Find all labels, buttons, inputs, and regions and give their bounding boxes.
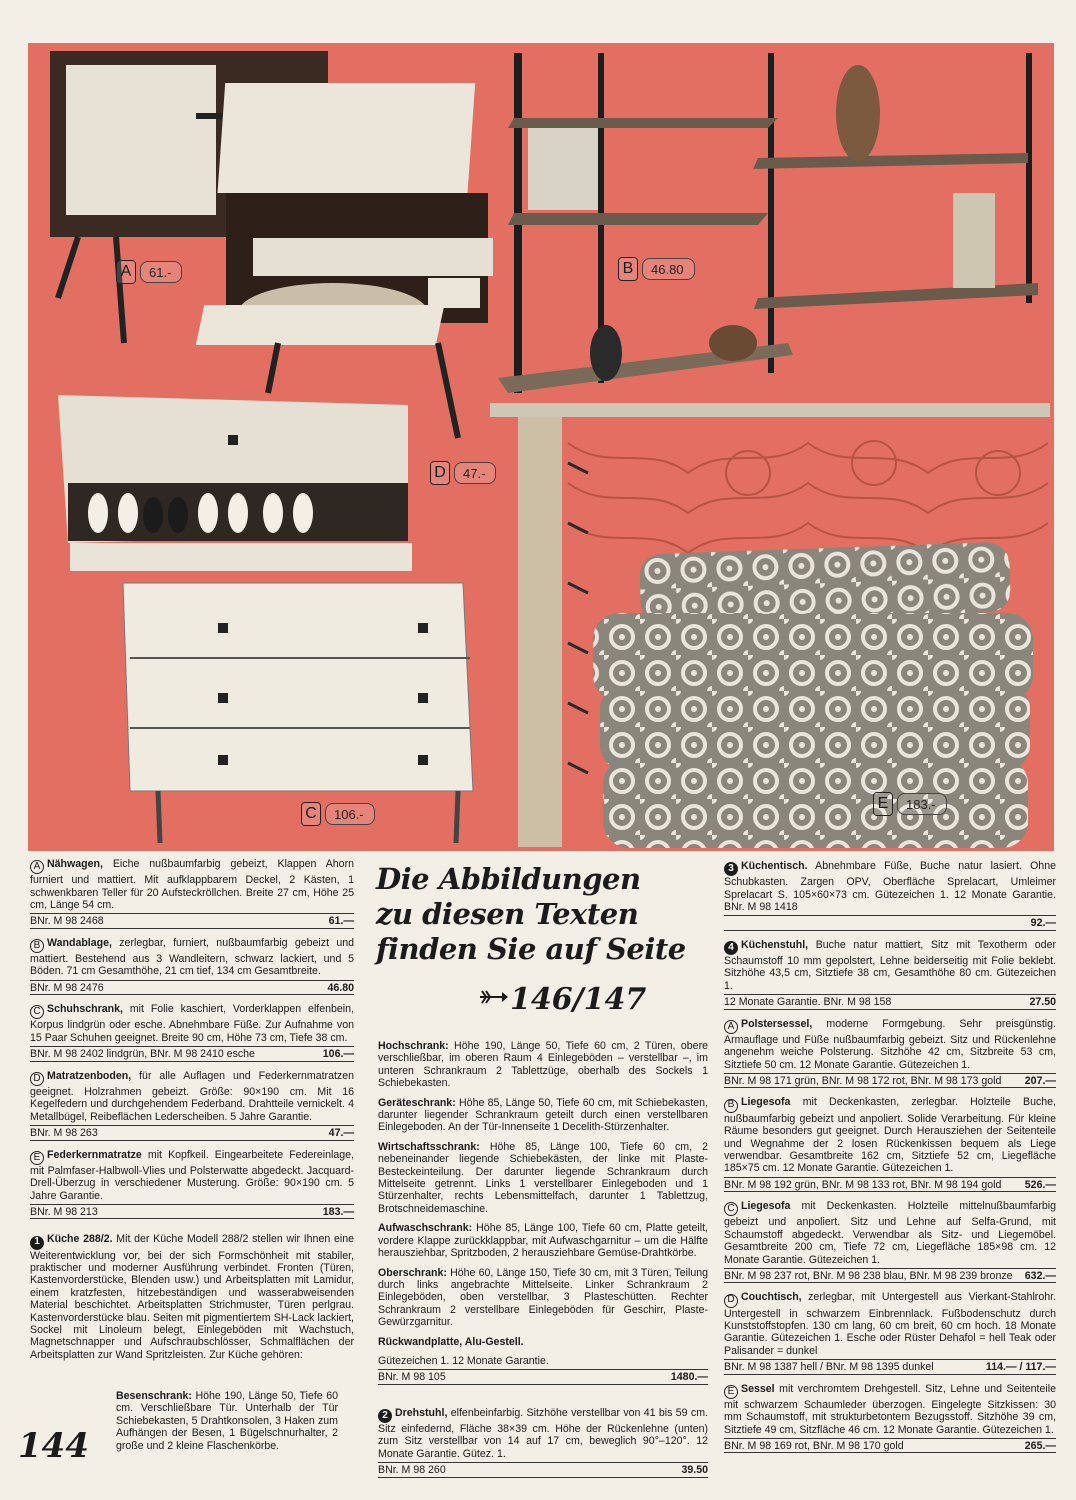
sewing-cabinet-image — [50, 51, 493, 438]
order-price: 92.— — [1030, 917, 1056, 930]
entry-title: Besenschrank: — [116, 1390, 192, 1402]
order-line — [724, 994, 1056, 1009]
entry-text: zerlegbar, furniert, nußbaumfarbig gebeizt und mattiert. Bestehend aus 3 Wandleitern, schwarz lackiert, und 5 Böden. 71 cm Gesamthöhe, 21 cm tief, 134 cm Gesamtbreite. — [30, 936, 354, 978]
order-price: 183.— — [322, 1205, 354, 1218]
order-number: BNr. M 98 171 grün, BNr. M 98 172 rot, BNr. M 98 173 gold — [724, 1075, 1002, 1088]
entry-text: mit verchromtem Drehgestell. Sitz, Lehne und Seitenteile mit schwarzem Schaumleder überzogen. Eingelegte Sitzkissen: 30 mm Schaumstoff, mit strukturbetontem Bezugsstoff. Sitzhöhe 39 cm, Sitztiefe 49 cm, Sitzfläche 46 cm. 12 Monate Garantie. Gütezeichen 1. — [724, 1382, 1056, 1436]
letter-badge: D — [30, 1072, 44, 1086]
entry-title: Polstersessel, — [741, 1017, 813, 1030]
price-tag-b — [618, 257, 695, 281]
entry-text: Mit der Küche Modell 288/2 stellen wir Ihnen eine Weiterentwicklung vor, bei der sich Formschönheit mit stabiler, praktischer und moderner Ausführung verbindet. Fronten (Türen, Kastenvorderstücke, Blenden usw.) und Arbeitsplatten mit Lamidur, einem kratzfesten, hitzebeständigen und wasserabweisenden Material beschichtet. Arbeitsplatten Strichmuster, Türen perlgrau. Kastenvorderstücke blau. Seiten mit pigmentiertem SH-Lack lackiert, Sockel mit Linoleum belegt, Einlegeböden mit Wachstuch, Magnetschnapper und Aufschraubschlösser, Schmalflächen der Arbeitsplatten zur Wand Spritzleisten. Zur Küche gehören: — [30, 1233, 354, 1361]
entry-text: Höhe 60, Länge 150, Tiefe 30 cm, mit 3 Türen, Teilung durch links angebrachte Mittelseite. Linker Schrankraum 2 Einlegeböden, oben verstellbar, 3 Plasteschütten. Rechter Schrankraum 2 verstellbare Einlegeböden für Geschirr, Plaste-Gewürzgarnitur. — [378, 1266, 708, 1329]
entry-text: mit Deckenkasten, zerlegbar. Holzteile Buche, nußbaumfarbig gebeizt und anpoliert. Solide Verarbeitung. Für kleine Räume besonders gut geeignet. Durch Herausziehen der Seitenteile und Wegnahme der 2 losen Rückenkissen bequem als Liege verwendbar. Gesamtbreite 162 cm, Sitztiefe 52 cm, Liegefläche 185×75 cm. 12 Monate Garantie. Gütezeichen 1. — [724, 1096, 1056, 1175]
order-price: 207.— — [1024, 1075, 1056, 1088]
entry-title: Couchtisch, — [741, 1291, 802, 1304]
tag-letter: B — [618, 257, 638, 281]
order-price: 39.50 — [681, 1464, 708, 1477]
entry-text: für alle Auflagen und Federkernmatratzen geeignet. Holzrahmen gebeizt. Größe: 90×190 cm. Mit 16 Kegelfedern und durchgehendem Federband. Drahtteile vernickelt. 4 Metallbügel, Reibeflächen Lederscheiben. 5 Jahre Garantie. — [30, 1069, 354, 1123]
tag-letter: E — [873, 792, 893, 816]
letter-badge: B — [724, 1099, 738, 1113]
order-line — [30, 1125, 354, 1140]
headline — [376, 862, 706, 967]
order-price: 47.— — [328, 1127, 354, 1140]
order-line — [30, 913, 354, 928]
entry-federkernmatratze — [30, 1149, 354, 1220]
order-number: BNr. M 98 105 — [378, 1371, 446, 1384]
order-number: BNr. M 98 213 — [30, 1205, 98, 1218]
order-number: BNr. M 98 260 — [378, 1464, 446, 1477]
order-price: 114.— / 117.— — [985, 1361, 1056, 1374]
entry-text: Eiche nußbaumfarbig gebeizt, Klappen Ahorn furniert und mattiert. Mit aufklappbarem Deckel, 2 Kästen, 1 schwenkbaren Teller für 20 Aufsteckröllchen. Breite 27 cm, Höhe 25 cm, Länge 54 cm. — [30, 858, 354, 912]
guarantee-note: Gütezeichen 1. 12 Monate Garantie. — [378, 1354, 549, 1367]
number-badge: 1 — [30, 1236, 44, 1250]
entry-title: Hochschrank: — [378, 1040, 449, 1052]
order-price: 27.50 — [1029, 996, 1056, 1009]
price-tag-c — [301, 802, 375, 826]
order-number: BNr. M 98 192 grün, BNr. M 98 133 rot, BNr. M 98 194 gold — [724, 1178, 1002, 1191]
tag-price: 46.80 — [642, 258, 695, 280]
page-reference: 146/147 — [510, 982, 647, 1017]
order-price: 46.80 — [327, 981, 354, 994]
entry-title: Schuhschrank, — [47, 1003, 123, 1016]
order-line — [30, 980, 354, 995]
entry-text: mit Deckenkasten. Holzteile mittelnußbaumfarbig gebeizt und anpoliert. Sitz und Lehne auf Selfa-Grund, mit Schaumstoff abgedeckt. Verwendbar als Sitz- und Liegemöbel. Gesamtbreite 200 cm, Tiefe 72 cm, Liegefläche 185×98 cm. 12 Monate Garantie. Gütezeichen 1. — [724, 1200, 1056, 1266]
paragraph-geraeteschrank — [378, 1097, 708, 1134]
order-line — [724, 915, 1056, 930]
order-number: BNr. M 98 2402 lindgrün, BNr. M 98 2410 esche — [30, 1048, 255, 1061]
tag-price: 183.- — [897, 793, 947, 815]
entry-title: Matratzenboden, — [47, 1069, 132, 1082]
paragraph-oberschrank — [378, 1267, 708, 1329]
right-column — [724, 860, 1056, 1461]
order-number: BNr. M 98 263 — [30, 1127, 98, 1140]
order-number: BNr. M 98 237 rot, BNr. M 98 238 blau, BNr. M 98 239 bronze — [724, 1269, 1013, 1282]
tag-price: 61.- — [140, 261, 182, 283]
entry-besenschrank — [116, 1390, 338, 1452]
wall-shelf-image — [498, 53, 1038, 393]
entry-sessel — [724, 1383, 1056, 1454]
entry-polstersessel — [724, 1018, 1056, 1089]
mattress-stack-image — [593, 542, 1033, 848]
order-price: 106.— — [322, 1048, 354, 1061]
order-line — [724, 1268, 1056, 1283]
entry-title: Liegesofa — [741, 1096, 791, 1109]
entry-text: zerlegbar, mit Untergestell aus Vierkant-Stahlrohr. Untergestell in schwarzem Einbrennlack. Fußbodenschutz durch Kunststoffstopfen. 130 cm lang, 60 cm breit, 60 cm hoch. 18 Monate Garantie. Gütezeichen 1. Esche oder Rüster Dehafol = hell Teak oder Palisander = dunkel — [724, 1291, 1056, 1357]
entry-text: Höhe 190, Länge 50, Tiefe 60 cm, 2 Türen, obere verschließbar, im oberen Raum 4 Einlegeböden – verstellbar –, im unteren Schrankraum 2 Tablettzüge, oberhalb des Sockels 1 Schiebekasten. — [378, 1040, 708, 1090]
entry-title: Rückwandplatte, Alu-Gestell. — [378, 1335, 524, 1348]
paragraph-aufwaschschrank — [378, 1222, 708, 1259]
entry-drehstuhl — [378, 1407, 708, 1478]
tag-letter: C — [301, 802, 321, 826]
order-number: 12 Monate Garantie. BNr. M 98 158 — [724, 996, 892, 1009]
left-column — [30, 858, 354, 1369]
price-tag-a — [116, 260, 182, 284]
order-line — [724, 1438, 1056, 1453]
number-badge: 3 — [724, 862, 738, 876]
tag-letter: D — [430, 461, 450, 485]
entry-text: Abnehmbare Füße, Buche natur lasiert. Ohne Schubkasten. Zargen OPV, Oberfläche Sprelacart, Umleimer Sprelacart S. 105×60×73 cm. Gütezeichen 1. 12 Monate Garantie. BNr. M 98 1418 — [724, 860, 1056, 914]
tag-price: 106.- — [325, 803, 375, 825]
order-line — [724, 1073, 1056, 1088]
price-tag-e — [873, 792, 947, 816]
headline-line: finden Sie auf Seite — [376, 932, 686, 966]
letter-badge: E — [724, 1385, 738, 1399]
entry-text: mit Kopfkeil. Eingearbeitete Federeinlage, mit Palmfaser-Halbwoll-Vlies und Polsterwatte abgedeckt. Jacquard-Drell-Überzug in verschiedener Musterung. Größe: 90×190 cm. 5 Jahre Garantie. — [30, 1148, 354, 1202]
page-number: 144 — [18, 1426, 89, 1466]
middle-column — [378, 1040, 708, 1486]
entry-text: Höhe 85, Länge 100, Tiefe 60 cm, Platte geteilt, vordere Klappe zurückklappbar, mit Aufwaschgarnitur – um die Hälfte herausziehbar, Spritzboden, 2 herausziehbare Gemüse-Drahtkörbe. — [378, 1222, 708, 1260]
order-line — [378, 1462, 708, 1477]
entry-title: Federkernmatratze — [47, 1148, 142, 1161]
order-number: BNr. M 98 2468 — [30, 915, 104, 928]
entry-text: Buche natur mattiert, Sitz mit Texotherm oder Schaumstoff 10 mm gepolstert, Lehne beiderseitig mit Folie beklebt. Sitzhöhe 43,5 cm, Sitztiefe 38 cm, Gesamthöhe 80 cm. Gütezeichen 1. — [724, 938, 1056, 992]
entry-title: Sessel — [741, 1382, 775, 1395]
entry-text: mit Folie kaschiert, Vorderklappen elfenbein, Korpus lindgrün oder esche. Abnehmbare Füße. Zur Aufnahme von 15 Paar Schuhen geeignet. Breite 90 cm, Höhe 73 cm, Tiefe 38 cm. — [30, 1003, 354, 1044]
entry-title: Küche 288/2. — [47, 1233, 113, 1246]
entry-title: Nähwagen, — [47, 858, 103, 870]
order-number: BNr. M 98 169 rot, BNr. M 98 170 gold — [724, 1440, 904, 1453]
order-price: 632.— — [1024, 1269, 1056, 1282]
arrow-right-icon — [480, 988, 508, 1006]
letter-badge: A — [30, 860, 44, 874]
order-price: 526.— — [1024, 1178, 1056, 1191]
entry-text: Höhe 85, Länge 100, Tiefe 60 cm, 2 nebeneinander liegende Schiebekästen, der linke mit Plaste-Besteckeinteilung. Der darunter liegende Schrankraum durch Mittelseite getrennt. Links 1 verstellbarer Einlegeboden und 1 Stürzenhalter, rechts Lebensmittelfach, darunter 1 Tablettzug, Brotschneidemaschine. — [378, 1140, 708, 1215]
order-line — [30, 1204, 354, 1219]
order-line — [724, 1177, 1056, 1192]
entry-text: elfenbeinfarbig. Sitzhöhe verstellbar von 41 bis 59 cm. Sitz einfedernd, Fläche 38×39 cm. Höhe der Rückenlehne (unten) zum Sitz verstellbar von 14 auf 17 cm, beweglich 90°–120°. 12 Monate Garantie. Gütez. 1. — [378, 1406, 708, 1460]
product-photo-panel — [28, 43, 1054, 851]
entry-kuechenstuhl — [724, 939, 1056, 1010]
entry-text: Höhe 190, Länge 50, Tiefe 60 cm. Verschließbare Tür. Unterhalb der Tür Schiebekasten, 5 Drahtkonsolen, 3 Haken zum Aufhängen der Besen, 1 Bügelschnurhalter, 2 große und 2 kleine Flaschenkörbe. — [116, 1390, 338, 1452]
order-price: 265.— — [1024, 1440, 1056, 1453]
order-number: BNr. M 98 2476 — [30, 981, 104, 994]
number-badge: 4 — [724, 941, 738, 955]
entry-matratzenboden — [30, 1070, 354, 1141]
entry-wandablage — [30, 937, 354, 995]
letter-badge: C — [30, 1005, 44, 1019]
order-price: 1480.— — [670, 1371, 708, 1384]
entry-title: Drehstuhl, — [395, 1406, 448, 1419]
order-line — [378, 1369, 708, 1384]
price-tag-d — [430, 461, 496, 485]
letter-badge: A — [724, 1020, 738, 1034]
paragraph-wirtschaftsschrank — [378, 1141, 708, 1215]
entry-title: Oberschrank: — [378, 1266, 447, 1279]
order-price: 61.— — [328, 915, 354, 928]
entry-title: Küchentisch. — [741, 860, 808, 872]
entry-title: Wirtschaftsschrank: — [378, 1140, 480, 1153]
entry-title: Aufwaschschrank: — [378, 1222, 473, 1235]
order-line — [30, 1046, 354, 1061]
shoe-cabinet-image — [58, 395, 412, 571]
entry-liegesofa-c — [724, 1200, 1056, 1283]
chest-of-drawers-image — [123, 583, 473, 843]
letter-badge: C — [724, 1202, 738, 1216]
entry-naehwagen — [30, 858, 354, 929]
entry-schuhschrank — [30, 1003, 354, 1061]
paragraph-hochschrank — [378, 1040, 708, 1090]
order-number: BNr. M 98 1387 hell / BNr. M 98 1395 dunkel — [724, 1361, 934, 1374]
entry-title: Geräteschrank: — [378, 1096, 456, 1109]
headline-line: Die Abbildungen — [376, 862, 641, 896]
furniture-illustration — [28, 43, 1054, 851]
number-badge: 2 — [378, 1409, 392, 1423]
letter-badge: D — [724, 1294, 738, 1308]
entry-couchtisch — [724, 1291, 1056, 1374]
entry-kuechentisch — [724, 860, 1056, 931]
headline-line: zu diesen Texten — [376, 897, 639, 931]
order-line — [724, 1359, 1056, 1374]
entry-title: Liegesofa — [741, 1200, 791, 1213]
tag-price: 47.- — [454, 462, 496, 484]
entry-title: Küchenstuhl, — [741, 938, 809, 951]
paragraph-rueckwandplatte — [378, 1336, 708, 1348]
letter-badge: E — [30, 1151, 44, 1165]
entry-kueche — [30, 1233, 354, 1361]
entry-text: Höhe 85, Länge 50, Tiefe 60 cm, mit Schiebekasten, darunter liegender Schrankraum geteilt durch einen verstellbaren Einlegeboden. An der Tür-Innenseite 1 Decelith-Stürzenhalter. — [378, 1096, 708, 1134]
tag-letter: A — [116, 260, 136, 284]
entry-title: Wandablage, — [47, 936, 112, 949]
entry-text: moderne Formgebung. Sehr preisgünstig. Armauflage und Füße nußbaumfarbig gebeizt. Sitz und Rückenlehne angenehm weiche Polsterung. Sitzhöhe 42 cm, Sitzbreite 53 cm, Sitztiefe 50 cm. 12 Monate Garantie. Gütezeichen 1. — [724, 1017, 1056, 1071]
entry-liegesofa-b — [724, 1096, 1056, 1192]
letter-badge: B — [30, 939, 44, 953]
